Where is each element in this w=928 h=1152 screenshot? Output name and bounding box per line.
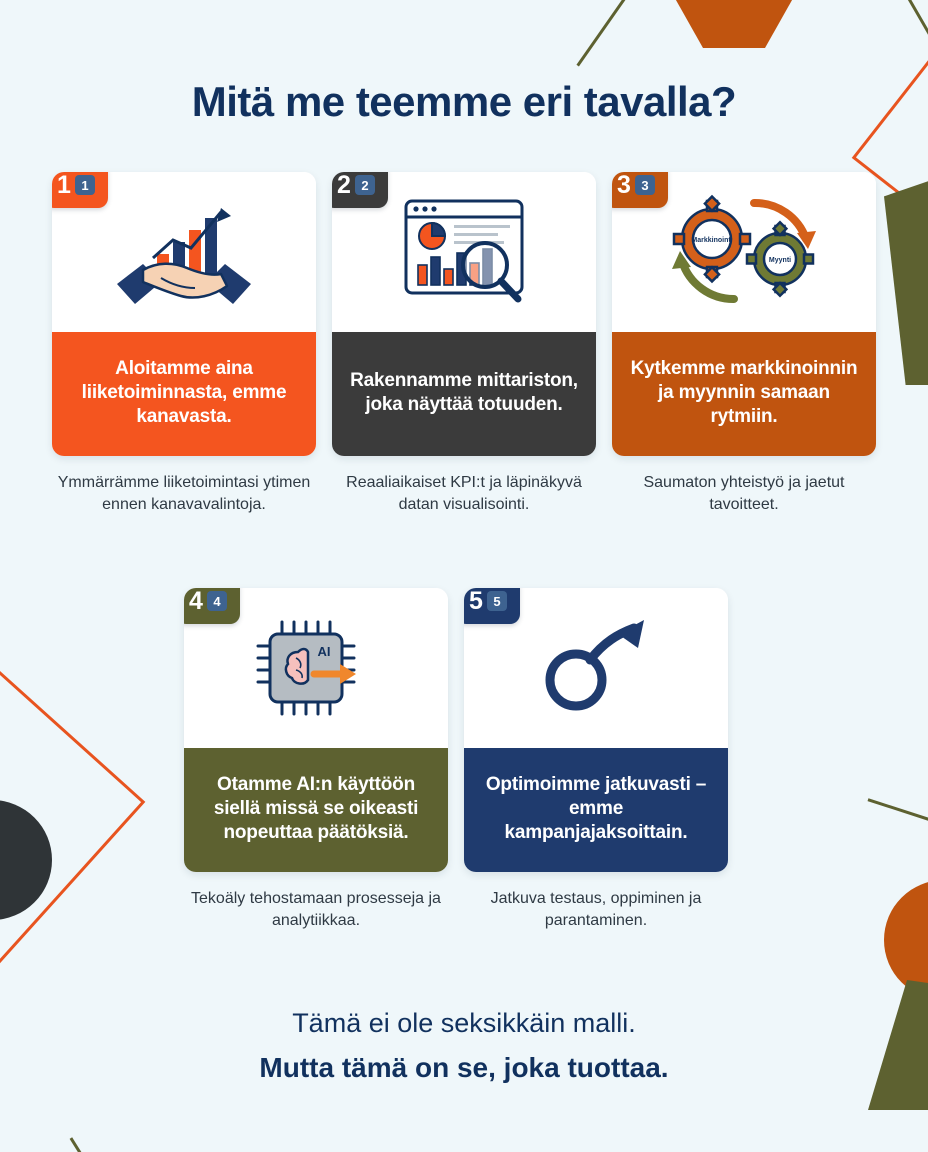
card-2-body bbox=[332, 332, 596, 456]
card-4-caption: Tekoäly tehostamaan prosesseja ja analytiikkaa. bbox=[191, 890, 441, 929]
cards-row-bottom bbox=[184, 588, 728, 932]
card-3-body bbox=[612, 332, 876, 456]
card-3-sub-number: 3 bbox=[635, 175, 655, 195]
card-2-number: 2 bbox=[337, 172, 351, 199]
decor-hexagon-top bbox=[672, 0, 796, 48]
continuous-loop-arrow-icon bbox=[526, 608, 666, 728]
card-3-icon-label-2: Myynti bbox=[768, 257, 792, 264]
decor-line-bottom-left-2 bbox=[89, 1078, 257, 1152]
card-5-caption: Jatkuva testaus, oppiminen ja parantaminen. bbox=[490, 890, 702, 929]
decor-line-bottom-right bbox=[831, 798, 928, 962]
dashboard-analytics-icon bbox=[384, 187, 544, 317]
card-2-badge bbox=[332, 172, 388, 208]
card-3-icon-label-1: Markkinointi bbox=[691, 237, 733, 244]
footer-line-2: Mutta tämä on se, joka tuottaa. bbox=[259, 1052, 669, 1083]
card-4-number: 4 bbox=[189, 588, 203, 615]
card-5-badge bbox=[464, 588, 520, 624]
card-cell-1 bbox=[52, 172, 316, 516]
cards-row-top bbox=[52, 172, 876, 516]
decor-shape-right-olive bbox=[884, 155, 928, 385]
handshake-growth-icon bbox=[99, 192, 269, 312]
card-1-number: 1 bbox=[57, 172, 71, 199]
card-5-number: 5 bbox=[469, 588, 483, 615]
card-cell-3 bbox=[612, 172, 876, 516]
card-3-badge bbox=[612, 172, 668, 208]
card-2[interactable] bbox=[332, 172, 596, 456]
card-5-body bbox=[464, 748, 728, 872]
card-3-title: Kytkemme markkinoinnin ja myynnin samaan rytmiin. bbox=[630, 358, 858, 427]
card-3-number: 3 bbox=[617, 172, 631, 199]
card-2-caption: Reaaliaikaiset KPI:t ja läpinäkyvä datan visualisointi. bbox=[346, 474, 582, 513]
card-1-title: Aloitamme aina liiketoiminnasta, emme kanavasta. bbox=[81, 358, 287, 427]
gears-sync-icon bbox=[654, 187, 834, 317]
card-4[interactable] bbox=[184, 588, 448, 872]
card-cell-2 bbox=[332, 172, 596, 516]
card-1-body bbox=[52, 332, 316, 456]
decor-circle-bottom-right bbox=[884, 880, 928, 1000]
page-title: Mitä me teemme eri tavalla? bbox=[191, 78, 737, 125]
decor-shape-bottom-right-olive bbox=[868, 980, 928, 1110]
card-cell-5 bbox=[464, 588, 728, 932]
card-4-sub-number: 4 bbox=[207, 591, 227, 611]
card-1-caption: Ymmärrämme liiketoimintasi ytimen ennen kanavavalintoja. bbox=[57, 474, 311, 513]
card-1-sub-number: 1 bbox=[75, 175, 95, 195]
card-5-sub-number: 5 bbox=[487, 591, 507, 611]
card-4-body bbox=[184, 748, 448, 872]
card-3-caption: Saumaton yhteistyö ja jaetut tavoitteet. bbox=[643, 474, 845, 513]
ai-chip-icon bbox=[236, 608, 396, 728]
card-cell-4 bbox=[184, 588, 448, 932]
card-3[interactable] bbox=[612, 172, 876, 456]
decor-circle-left-dark bbox=[0, 800, 52, 920]
card-5[interactable] bbox=[464, 588, 728, 872]
decor-square-left bbox=[0, 655, 145, 966]
card-2-title: Rakennamme mittariston, joka näyttää totuuden. bbox=[350, 370, 578, 415]
card-5-title: Optimoimme jatkuvasti – emme kampanjajaksoittain. bbox=[485, 774, 707, 843]
card-4-icon-label: AI bbox=[317, 644, 331, 659]
card-4-badge bbox=[184, 588, 240, 624]
card-1-badge bbox=[52, 172, 108, 208]
card-4-title: Otamme AI:n käyttöön siellä missä se oikeasti nopeuttaa päätöksiä. bbox=[213, 774, 419, 843]
footer-line-1: Tämä ei ole seksikkäin malli. bbox=[292, 1008, 636, 1038]
card-2-sub-number: 2 bbox=[355, 175, 375, 195]
card-1[interactable] bbox=[52, 172, 316, 456]
